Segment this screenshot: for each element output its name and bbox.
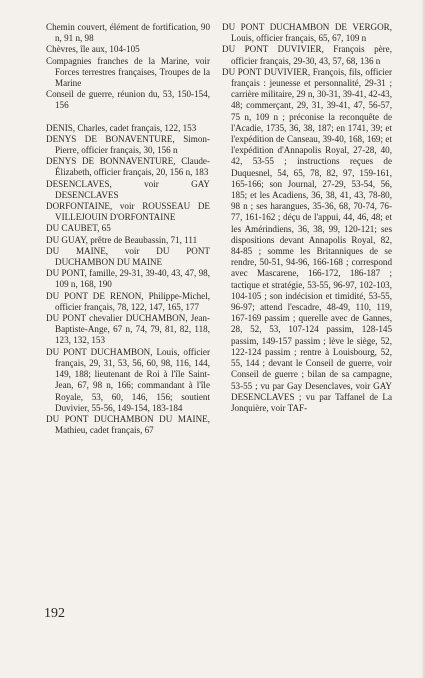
index-entry: DESENCLAVES, voir GAY DESENCLAVES <box>46 178 210 200</box>
index-entry: DU MAINE, voir DU PONT DUCHAMBON DU MAINE <box>46 245 210 268</box>
index-entry: Compagnies franches de la Marine, voir Forces terrestres françaises, Troupes de la Marine <box>46 55 210 89</box>
index-entry: Conseil de guerre, réunion du, 53, 150-154, 156 <box>46 89 210 111</box>
index-entry: DENYS DE BONNAVENTURE, Claude-Élizabeth, officier français, 20, 156 n, 183 <box>46 156 210 178</box>
right-index-column <box>222 22 392 414</box>
page-number: 192 <box>44 606 65 621</box>
index-entry: Chèvres, île aux, 104-105 <box>46 44 140 55</box>
index-entry: DU PONT DUCHAMBON DU MAINE, Mathieu, cadet français, 67 <box>46 413 210 436</box>
index-entry: DU PONT DUCHAMBON, Louis, officier français, 29, 31, 53, 56, 60, 98, 116, 144, 149, 188; lieutenant de Roi à l'île Saint-Jean, 67, 98 n, 166; commandant à l'île Royale, 53, 60, 146, 156; soutient Duvivier, 55-56, 149-154, 183-184 <box>46 346 210 413</box>
index-entry: DU CAUBET, 65 <box>46 223 111 234</box>
index-entry: DU PONT DUVIVIER, François, fils, officier français : jeunesse et personnalité, 29-31 ; carrière militaire, 29 n, 30-31, 39-41, 42-43, 48; commerçant, 29, 31, 39-41, 47, 56-57, 75 n, 109 n ; préconise la reconquête de l'Acadie, 1735, 36, 38, 187; en 1741, 39; et l'expédition de Canseau, 39-40, 168, 169; et l'expédition d'Annapolis Royal, 27-28, 40, 42, 53-55 ; instructions reçues de Duquesnel, 54, 65, 78, 82, 97, 159-161, 165-166; son Journal, 27-29, 53-54, 56, 185; et les Acadiens, 36, 38, 41, 43, 78-80, 98 n ; ses harangues, 35-36, 68, 70-74, 76-77, 161-162 ; déçu de l'appui, 44, 46, 48; et les Amérindiens, 36, 38, 99, 120-121; ses dispositions devant Annapolis Royal, 82, 84-85 ; somme les Britanniques de se rendre, 50-51, 94-96, 166-168 ; correspond avec Mascarene, 166-172, 186-187 ; tactique et stratégie, 53-55, 96-97, 102-103, 104-105 ; son indécision et timidité, 53-55, 96-97; attend l'escadre, 48-49, 110, 119, 167-169 passim ; querelle avec de Gannes, 28, 52, 53, 107-124 passim, 128-145 passim, 149-157 passim ; lève le siège, 52, 122-124 passim ; rentre à Louisbourg, 52, 55, 144 ; devant le Conseil de guerre, voir Conseil de guerre ; bilan de sa campagne, 53-55 ; vu par Gay Desenclaves, voir GAY DESENCLAVES ; vu par Taffanel de La Jonquière, voir TAF- <box>222 66 392 413</box>
index-entry: Chemin couvert, élément de fortification, 90 n, 91 n, 98 <box>46 22 210 44</box>
index-entry: DU PONT DUVIVIER, François père, officier français, 29-30, 43, 57, 68, 136 n <box>222 44 392 66</box>
index-entry: DU GUAY, prêtre de Beaubassin, 71, 111 <box>46 234 198 245</box>
index-entry: DU PONT chevalier DUCHAMBON, Jean-Baptiste-Ange, 67 n, 74, 79, 81, 82, 118, 123, 132, 153 <box>46 313 210 346</box>
index-entry: DENYS DE BONAVENTURE, Simon-Pierre, officier français, 30, 156 n <box>46 133 210 156</box>
index-entry: DORFONTAINE, voir ROUSSEAU DE VILLEJOUIN D'ORFONTAINE <box>46 201 210 223</box>
index-entry: DU PONT DE RENON, Philippe-Michel, officier français, 78, 122, 147, 165, 177 <box>46 290 210 312</box>
index-entry: DENIS, Charles, cadet français, 122, 153 <box>46 122 197 133</box>
index-entry: DU PONT DUCHAMBON DE VERGOR, Louis, officier français, 65, 67, 109 n <box>222 22 392 44</box>
index-entry: DU PONT, famille, 29-31, 39-40, 43, 47, 98, 109 n, 168, 190 <box>46 268 210 290</box>
left-index-column <box>46 22 210 436</box>
